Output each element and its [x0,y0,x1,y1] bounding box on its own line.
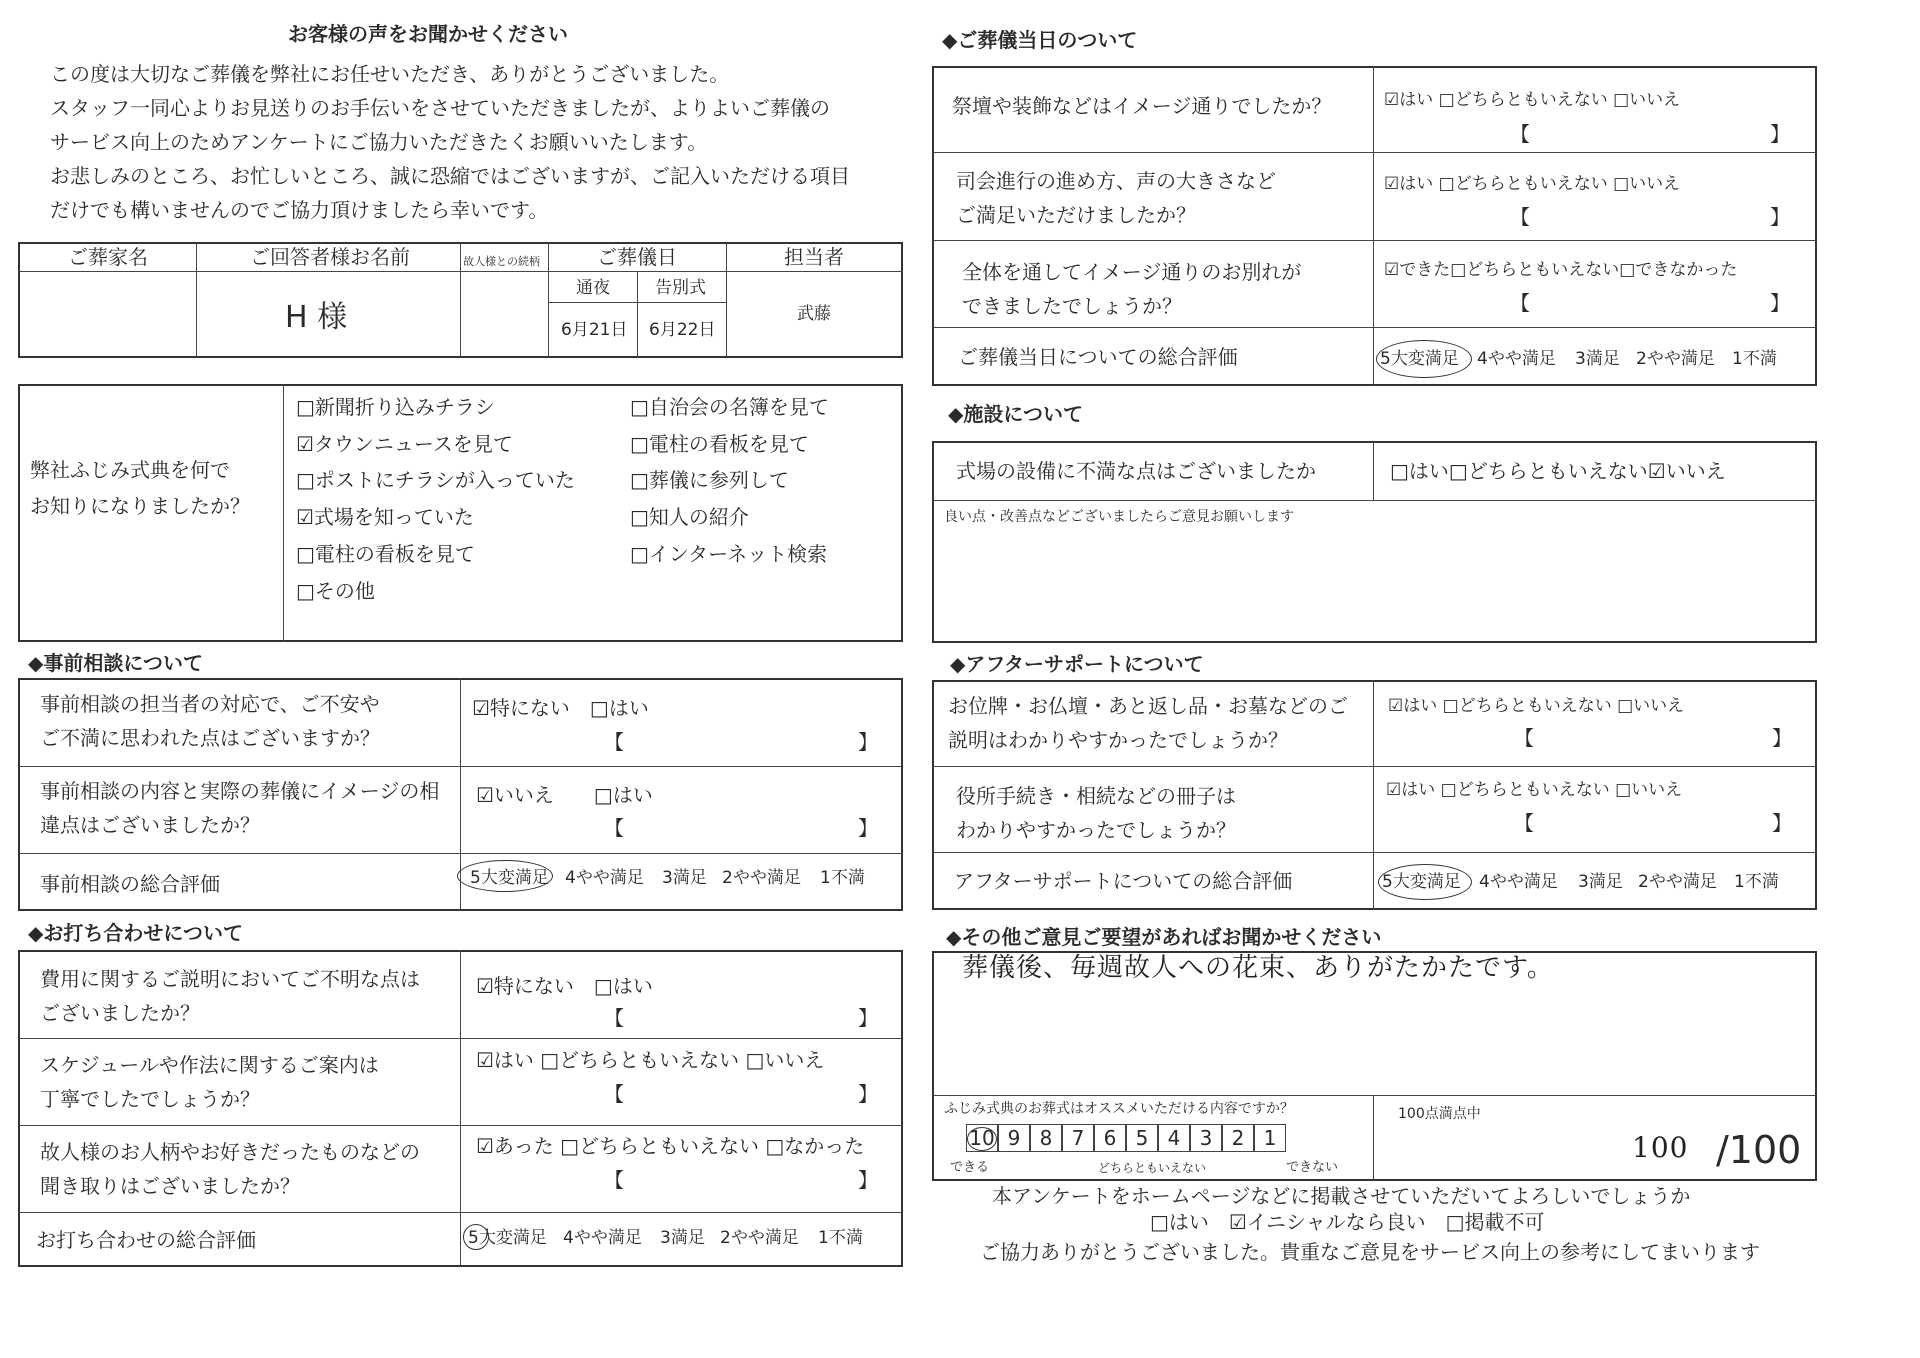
rating-option[interactable]: 4やや満足 [563,1228,642,1248]
day-q3-answer[interactable]: ☑できた□どちらともいえない□できなかった [1384,260,1738,280]
bracket-close: 】 [858,816,878,840]
day-q4: ご葬儀当日についての総合評価 [958,345,1238,369]
scale-box[interactable]: 4 [1158,1124,1190,1152]
rating-option[interactable]: 3満足 [660,1228,705,1248]
intro-line-4: お悲しみのところ、お忙しいところ、誠に恐縮ではございますが、ご記入いただける項目 [50,164,850,188]
bracket-close: 】 [1770,291,1790,315]
meeting-q3-l2: 聞き取りはございましたか？ [40,1174,300,1198]
rating-option[interactable]: 2やや満足 [1636,349,1715,369]
rating-option[interactable]: 1不満 [1732,349,1777,369]
source-option[interactable]: ☑式場を知っていた [296,505,474,529]
footer-thanks: ご協力ありがとうございました。貴重なご意見をサービス向上の参考にしてまいります [980,1240,1760,1264]
rating-option[interactable]: 5大変満足 [1382,872,1461,892]
day-q3-l1: 全体を通してイメージ通りのお別れが [962,260,1302,284]
header-date: ご葬儀日 [597,245,677,269]
bracket-open: 【 [604,1006,624,1030]
bracket-open: 【 [1514,811,1534,835]
scale-box[interactable]: 1 [1254,1124,1286,1152]
prior-q2-l2: 違点はございましたか？ [40,813,260,837]
bracket-open: 【 [604,816,624,840]
bracket-close: 】 [858,1168,878,1192]
bracket-close: 】 [858,730,878,754]
bracket-close: 】 [1770,205,1790,229]
prior-q2-answer[interactable]: ☑いいえ □はい [476,783,653,807]
day-q2-l1: 司会進行の進め方、声の大きさなど [956,169,1276,193]
source-option[interactable]: □新聞折り込みチラシ [296,395,495,419]
source-option[interactable]: □その他 [296,579,375,603]
bracket-open: 【 [1514,726,1534,750]
intro-line-3: サービス向上のためアンケートにご協力いただきたくお願いいたします。 [50,130,708,154]
scale-box[interactable]: 9 [998,1124,1030,1152]
day-q2-answer[interactable]: ☑はい □どちらともいえない □いいえ [1384,174,1681,194]
rating-option[interactable]: 3満足 [1578,872,1623,892]
source-option[interactable]: ☑タウンニュースを見て [296,432,513,456]
scale-box[interactable]: 10 [966,1124,998,1152]
header-relation: 故人様との続柄 [463,255,540,268]
after-q2-l1: 役所手続き・相続などの冊子は [956,784,1236,808]
score-label: 100点満点中 [1398,1106,1481,1122]
scale-box[interactable]: 3 [1190,1124,1222,1152]
facility-q1: 式場の設備に不満な点はございましたか [956,459,1316,483]
rating-option[interactable]: 3満足 [1575,349,1620,369]
day-q1: 祭壇や装飾などはイメージ通りでしたか？ [952,94,1332,118]
after-q3: アフターサポートについての総合評価 [954,869,1293,893]
meeting-q2-answer[interactable]: ☑はい □どちらともいえない □いいえ [476,1048,825,1072]
after-q2-answer[interactable]: ☑はい □どちらともいえない □いいえ [1386,780,1683,800]
rating-option[interactable]: 1不満 [1734,872,1779,892]
survey-title: お客様の声をお聞かせください [288,22,568,46]
scale-box[interactable]: 7 [1062,1124,1094,1152]
bracket-open: 【 [1510,291,1530,315]
scale-box[interactable]: 2 [1222,1124,1254,1152]
source-option[interactable]: □電柱の看板を見て [630,432,809,456]
footer-answer[interactable]: □はい ☑イニシャルなら良い □掲載不可 [1150,1210,1545,1234]
scale-box[interactable]: 5 [1126,1124,1158,1152]
scale-box[interactable]: 8 [1030,1124,1062,1152]
day-q2-l2: ご満足いただけましたか？ [956,203,1196,227]
intro-line-2: スタッフ一同心よりお見送りのお手伝いをさせていただきましたが、よりよいご葬儀の [50,96,830,120]
section-title-prior: ◆事前相談について [28,651,203,675]
rating-option[interactable]: 5大変満足 [470,868,549,888]
day-q3-l2: できましたでしょうか？ [962,294,1182,318]
intro-line-5: だけでも構いませんのでご協力頂けましたら幸いです。 [50,198,549,222]
bracket-close: 】 [1772,726,1792,750]
meeting-q1-l2: ございましたか？ [40,1001,200,1025]
after-q1-answer[interactable]: ☑はい □どちらともいえない □いいえ [1388,696,1685,716]
source-option[interactable]: □ポストにチラシが入っていた [296,468,575,492]
bracket-open: 【 [1510,122,1530,146]
day-q1-answer[interactable]: ☑はい □どちらともいえない □いいえ [1384,90,1681,110]
score-max: /100 [1716,1128,1802,1172]
score-value: 100 [1632,1131,1689,1164]
header-wake: 通夜 [576,278,610,298]
meeting-q2-l2: 丁寧でしたでしょうか？ [40,1087,260,1111]
prior-q2-l1: 事前相談の内容と実際の葬儀にイメージの相 [40,779,440,803]
bracket-close: 】 [1772,811,1792,835]
staff-name: 武藤 [797,304,831,324]
funeral-date: 6月22日 [649,320,716,340]
source-option[interactable]: □自治会の名簿を見て [630,395,829,419]
scale-label-neutral: どちらともいえない [1098,1161,1207,1175]
prior-q3: 事前相談の総合評価 [40,872,220,896]
meeting-q4: お打ち合わせの総合評価 [36,1228,256,1252]
header-funeral: 告別式 [655,278,706,298]
section-title-facility: ◆施設について [948,402,1083,426]
rating-option[interactable]: 1不満 [820,868,865,888]
scale-label-can: できる [950,1160,990,1175]
prior-q1-l1: 事前相談の担当者の対応で、ご不安や [40,692,380,716]
prior-q1-answer[interactable]: ☑特にない □はい [472,696,649,720]
rating-option[interactable]: 3満足 [662,868,707,888]
rating-option[interactable]: 5大変満足 [468,1228,547,1248]
bracket-open: 【 [604,1168,624,1192]
recommend-question: ふじみ式典のお葬式はオススメいただける内容ですか？ [944,1101,1294,1117]
bracket-open: 【 [1510,205,1530,229]
footer-question: 本アンケートをホームページなどに掲載させていただいてよろしいでしょうか [992,1184,1691,1208]
rating-option[interactable]: 4やや満足 [565,868,644,888]
handwritten-comment: 葬儀後、毎週故人への花束、ありがたかたです。 [962,953,1554,983]
scale-box[interactable]: 6 [1094,1124,1126,1152]
respondent-name: H 様 [285,300,348,335]
section-title-meeting: ◆お打ち合わせについて [28,921,243,945]
bracket-open: 【 [604,730,624,754]
facility-q1-answer[interactable]: □はい□どちらともいえない☑いいえ [1390,459,1726,483]
header-family: ご葬家名 [68,245,148,269]
meeting-q1-l1: 費用に関するご説明においてご不明な点は [40,967,420,991]
bracket-open: 【 [604,1082,624,1106]
meeting-q3-l1: 故人様のお人柄やお好きだったものなどの [40,1140,420,1164]
bracket-close: 】 [1770,122,1790,146]
source-option[interactable]: □葬儀に参列して [630,468,789,492]
rating-option[interactable]: 5大変満足 [1380,349,1459,369]
source-option[interactable]: □インターネット検索 [630,542,828,566]
wake-date: 6月21日 [561,320,628,340]
facility-note: 良い点・改善点などございましたらご意見お願いします [944,509,1294,525]
rating-option[interactable]: 2やや満足 [720,1228,799,1248]
section-title-day: ◆ご葬儀当日のついて [942,28,1138,52]
scale-label-cannot: できない [1286,1160,1339,1175]
meeting-q3-answer[interactable]: ☑あった □どちらともいえない □なかった [476,1134,865,1158]
section-title-after: ◆アフターサポートについて [950,652,1204,676]
rating-option[interactable]: 1不満 [818,1228,863,1248]
rating-option[interactable]: 2やや満足 [1638,872,1717,892]
rating-option[interactable]: 2やや満足 [722,868,801,888]
section-title-other: ◆その他ご意見ご要望があればお聞かせください [946,925,1382,949]
bracket-close: 】 [858,1006,878,1030]
selected-scale-circle [967,1127,997,1151]
source-question-l1: 弊社ふじみ式典を何で [30,458,230,482]
prior-q1-l2: ご不満に思われた点はございますか？ [40,726,380,750]
after-q1-l1: お位牌・お仏壇・あと返し品・お墓などのご [948,694,1348,718]
after-q2-l2: わかりやすかったでしょうか？ [956,818,1236,842]
header-respondent: ご回答者様お名前 [250,245,410,269]
meeting-q1-answer[interactable]: ☑特にない □はい [476,974,653,998]
bracket-close: 】 [858,1082,878,1106]
header-staff: 担当者 [784,245,844,269]
source-option[interactable]: □電柱の看板を見て [296,542,475,566]
source-option[interactable]: □知人の紹介 [630,505,749,529]
source-question-l2: お知りになりましたか？ [30,494,250,518]
rating-option[interactable]: 4やや満足 [1477,349,1556,369]
intro-line-1: この度は大切なご葬儀を弊社にお任せいただき、ありがとうございました。 [50,62,730,86]
after-q1-l2: 説明はわかりやすかったでしょうか？ [948,728,1288,752]
meeting-q2-l1: スケジュールや作法に関するご案内は [40,1053,379,1077]
rating-option[interactable]: 4やや満足 [1479,872,1558,892]
